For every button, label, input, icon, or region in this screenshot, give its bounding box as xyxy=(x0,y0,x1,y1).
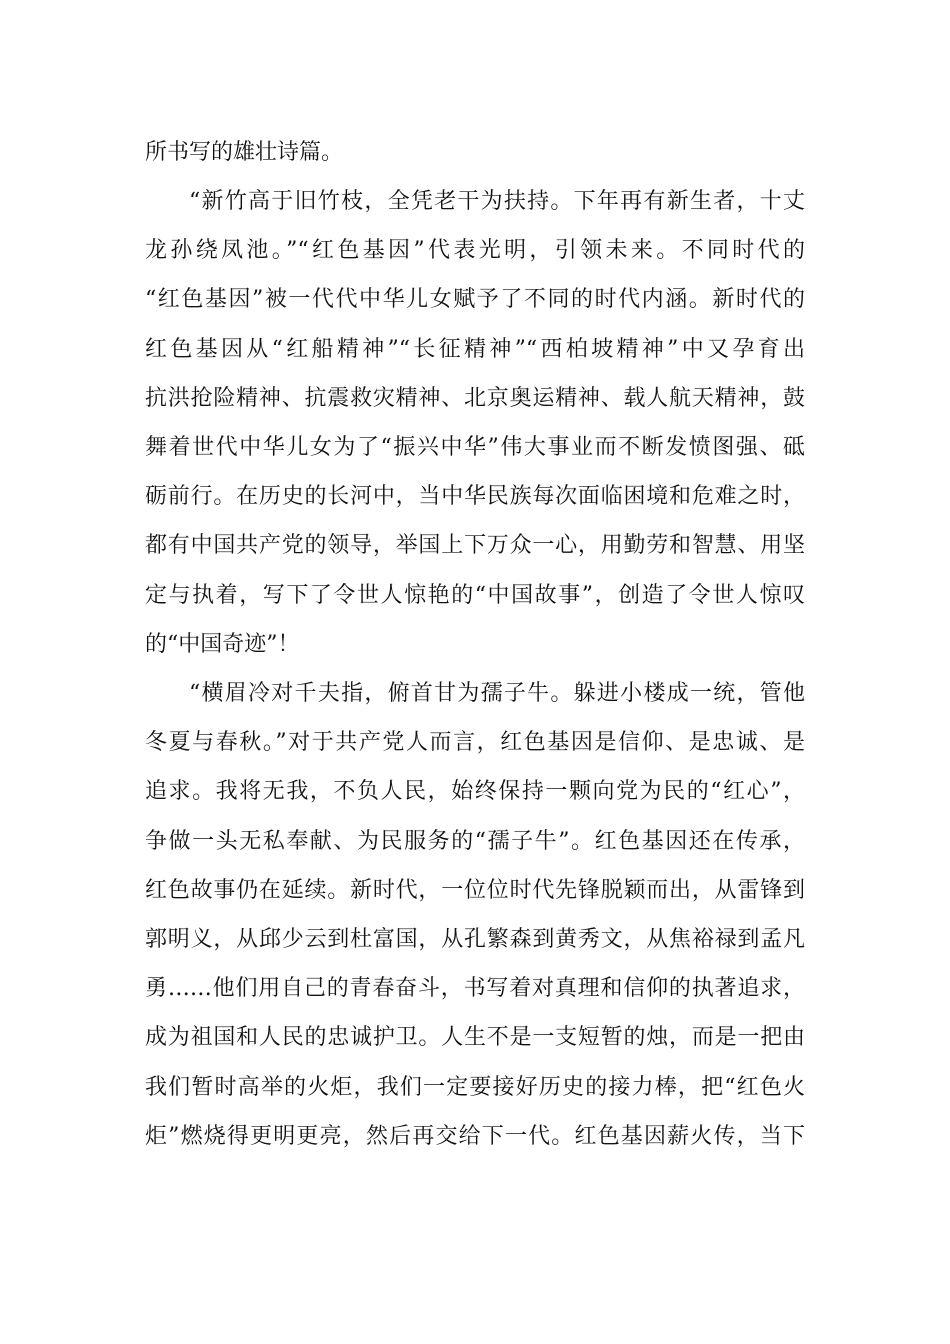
paragraph-first-line: “横眉冷对千夫指，俯首甘为孺子牛。躲进小楼成一统，管他 xyxy=(189,681,805,706)
text-line: 龙孙绕凤池。”“红色基因”代表光明，引领未来。不同时代的 xyxy=(145,238,805,263)
text-line: 抗洪抢险精神、抗震救灾精神、北京奥运精神、载人航天精神，鼓 xyxy=(145,386,805,411)
text-line: 的“中国奇迹”！ xyxy=(145,632,300,657)
text-line: 我们暂时高举的火炬，我们一定要接好历史的接力棒，把“红色火 xyxy=(145,1075,805,1100)
text-line: 勇……他们用自己的青春奋斗，书写着对真理和信仰的执著追求， xyxy=(145,976,805,1001)
text-line: 红色故事仍在延续。新时代，一位位时代先锋脱颖而出，从雷锋到 xyxy=(145,878,805,903)
text-line: 定与执着，写下了令世人惊艳的“中国故事”，创造了令世人惊叹 xyxy=(145,583,805,608)
text-line: 炬”燃烧得更明更亮，然后再交给下一代。红色基因薪火传，当下 xyxy=(145,1124,805,1149)
text-line: 争做一头无私奉献、为民服务的“孺子牛”。红色基因还在传承， xyxy=(145,829,805,854)
text-line: 所书写的雄壮诗篇。 xyxy=(145,140,344,165)
paragraph-first-line: “新竹高于旧竹枝，全凭老干为扶持。下年再有新生者，十丈 xyxy=(189,189,805,214)
text-line: 郭明义，从邱少云到杜富国，从孔繁森到黄秀文，从焦裕禄到孟凡 xyxy=(145,927,805,952)
text-line: 冬夏与春秋。”对于共产党人而言，红色基因是信仰、是忠诚、是 xyxy=(145,730,805,755)
text-line: 舞着世代中华儿女为了“振兴中华”伟大事业而不断发愤图强、砥 xyxy=(145,435,805,460)
text-line: “红色基因”被一代代中华儿女赋予了不同的时代内涵。新时代的 xyxy=(145,287,805,312)
text-line: 都有中国共产党的领导，举国上下万众一心，用勤劳和智慧、用坚 xyxy=(145,533,805,558)
text-line: 红色基因从“红船精神”“长征精神”“西柏坡精神”中又孕育出 xyxy=(145,337,805,362)
text-line: 砺前行。在历史的长河中，当中华民族每次面临困境和危难之时， xyxy=(145,484,805,509)
text-line: 成为祖国和人民的忠诚护卫。人生不是一支短暂的烛，而是一把由 xyxy=(145,1025,805,1050)
text-line: 追求。我将无我，不负人民，始终保持一颗向党为民的“红心”， xyxy=(145,779,805,804)
